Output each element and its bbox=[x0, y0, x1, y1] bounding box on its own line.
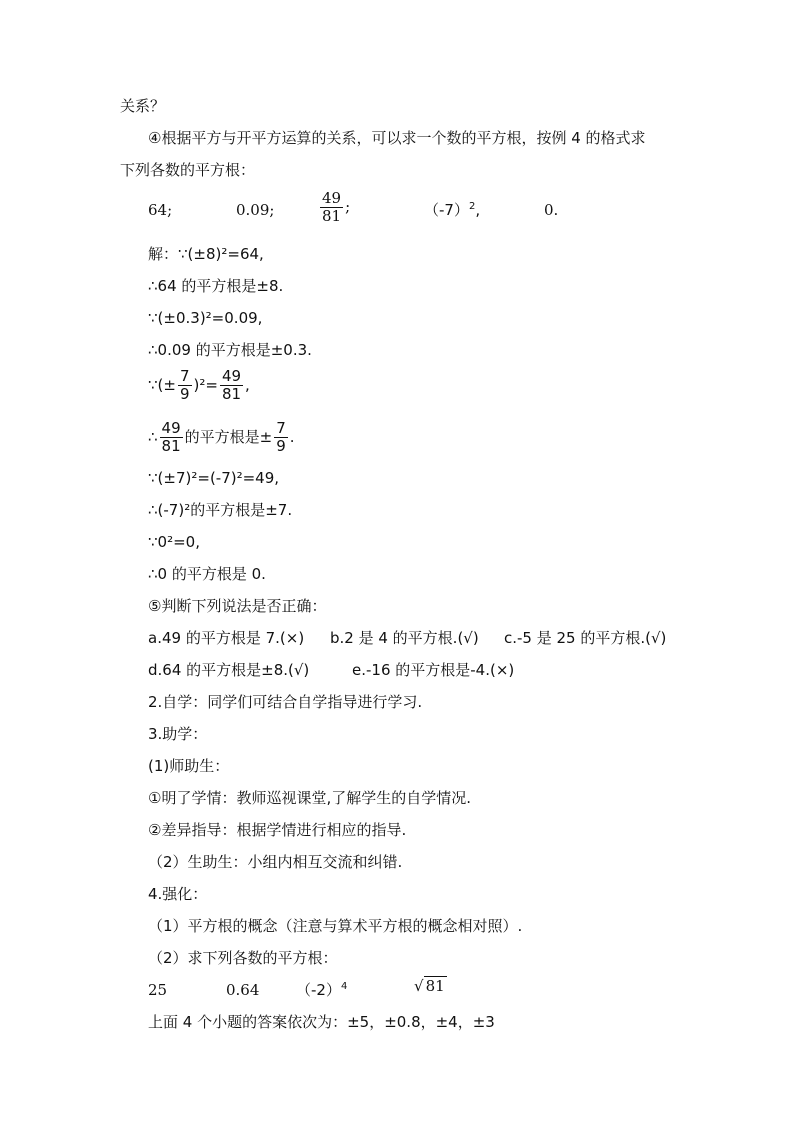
judge-c: c.-5 是 25 的平方根.(√) bbox=[504, 629, 667, 647]
fraction-numerator: 49 bbox=[221, 367, 242, 385]
intro-line: 关系？ bbox=[120, 97, 166, 115]
question-neg2 bbox=[296, 980, 347, 1000]
fraction-7-9 bbox=[178, 368, 192, 403]
neg7-exponent: 2 bbox=[468, 201, 476, 212]
para-3-1a: ①明了学情：教师巡视课堂,了解学生的自学情况. bbox=[148, 789, 471, 807]
semicolon: ; bbox=[345, 197, 351, 216]
fraction-numerator: 49 bbox=[322, 189, 342, 207]
solution-step-2: ∴64 的平方根是±8. bbox=[148, 277, 284, 295]
para-3: 3.助学： bbox=[148, 725, 208, 743]
example-64: 64; bbox=[148, 201, 173, 219]
neg2-exponent: 4 bbox=[340, 981, 348, 992]
fraction-denominator: 9 bbox=[276, 437, 286, 455]
judge-d: d.64 的平方根是±8.(√) bbox=[148, 661, 310, 679]
step5-tail: , bbox=[245, 376, 250, 394]
step6-prefix: ∴ bbox=[148, 428, 158, 446]
fraction-7-9 bbox=[274, 420, 288, 455]
example-0: 0. bbox=[544, 201, 559, 219]
fraction-denominator: 81 bbox=[221, 385, 242, 403]
step6-tail: . bbox=[289, 428, 295, 446]
fraction-denominator: 9 bbox=[179, 385, 190, 403]
neg7-tail: , bbox=[475, 201, 481, 219]
sqrt-symbol: √ 81 bbox=[414, 977, 445, 995]
para-4-2: （2）求下列各数的平方根： bbox=[148, 949, 338, 967]
fraction-numerator: 7 bbox=[179, 367, 190, 385]
solution-step-3: ∵(±0.3)²=0.09, bbox=[148, 309, 263, 327]
solution-line-1 bbox=[148, 244, 264, 264]
question-sqrt81 bbox=[414, 976, 447, 996]
step4-line2: 下列各数的平方根： bbox=[120, 161, 256, 179]
fraction-denominator: 81 bbox=[161, 437, 181, 455]
solution-step-6 bbox=[148, 420, 295, 455]
judge-a: a.49 的平方根是 7.(×) bbox=[148, 629, 305, 647]
radicand: 81 bbox=[425, 977, 445, 995]
solution-step-10: ∴0 的平方根是 0. bbox=[148, 565, 266, 583]
example-neg7 bbox=[424, 200, 480, 220]
step4-line1: ④根据平方与开平方运算的关系，可以求一个数的平方根，按例 4 的格式求 bbox=[148, 129, 646, 147]
fraction-49-81 bbox=[160, 420, 183, 455]
para-3-1: (1)师助生： bbox=[148, 757, 230, 775]
solution-step-7: ∵(±7)²=(-7)²=49, bbox=[148, 469, 280, 487]
solution-step-5 bbox=[148, 368, 250, 403]
judge-e: e.-16 的平方根是-4.(×) bbox=[352, 661, 515, 679]
step6-middle: 的平方根是± bbox=[184, 428, 273, 446]
example-fraction-row bbox=[318, 190, 350, 225]
para-2: 2.自学：同学们可结合自学指导进行学习. bbox=[148, 693, 423, 711]
question-25: 25 bbox=[148, 981, 168, 999]
fraction-denominator: 81 bbox=[322, 207, 342, 225]
neg7-base: （-7） bbox=[424, 201, 469, 219]
fraction-numerator: 49 bbox=[161, 419, 181, 437]
para-3-2: （2）生助生：小组内相互交流和纠错. bbox=[148, 853, 403, 871]
para-4-1: （1）平方根的概念（注意与算术平方根的概念相对照）. bbox=[148, 917, 523, 935]
question-0-64: 0.64 bbox=[226, 981, 260, 999]
step5-prefix: ∵(± bbox=[148, 376, 176, 394]
example-0-09: 0.09; bbox=[236, 201, 275, 219]
step5-middle: )²= bbox=[193, 376, 218, 394]
solution-step-4: ∴0.09 的平方根是±0.3. bbox=[148, 341, 312, 359]
fraction-numerator: 7 bbox=[276, 419, 286, 437]
fraction-49-81 bbox=[220, 368, 243, 403]
step5-heading: ⑤判断下列说法是否正确： bbox=[148, 597, 327, 615]
judge-b: b.2 是 4 的平方根.(√) bbox=[330, 629, 479, 647]
answer-line: 上面 4 个小题的答案依次为：±5，±0.8，±4，±3 bbox=[148, 1013, 495, 1031]
solution-label: 解： bbox=[148, 245, 179, 263]
solution-step-8: ∴(-7)²的平方根是±7. bbox=[148, 501, 293, 519]
solution-step-9: ∵0²=0, bbox=[148, 533, 200, 551]
solution-step-1: ∵(±8)²=64, bbox=[178, 245, 264, 263]
para-4: 4.强化： bbox=[148, 885, 208, 903]
fraction-49-81 bbox=[320, 190, 343, 225]
para-3-1b: ②差异指导：根据学情进行相应的指导. bbox=[148, 821, 407, 839]
neg2-base: （-2） bbox=[296, 981, 341, 999]
